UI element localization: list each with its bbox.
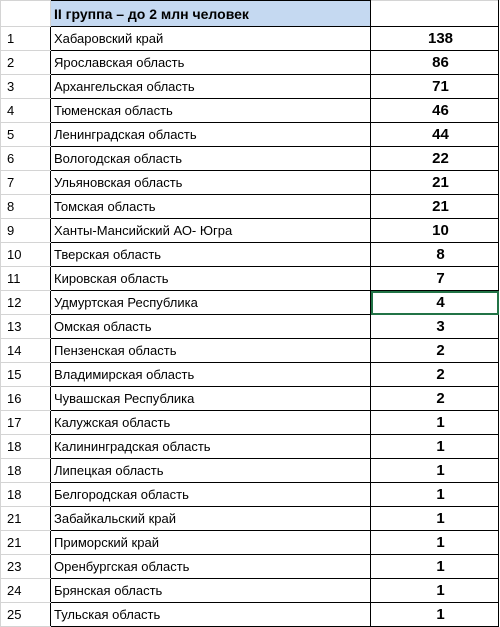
header-row — [1, 1, 499, 27]
table-row — [1, 579, 499, 603]
table-row — [1, 219, 499, 243]
table-row — [1, 507, 499, 531]
rank-cell[interactable]: 18 — [1, 435, 51, 459]
table-row — [1, 411, 499, 435]
count-cell[interactable]: 10 — [371, 219, 499, 243]
table-row — [1, 195, 499, 219]
count-cell[interactable]: 2 — [371, 363, 499, 387]
rank-cell[interactable]: 12 — [1, 291, 51, 315]
count-cell-selected[interactable]: 4 — [371, 291, 499, 315]
count-cell[interactable]: 3 — [371, 315, 499, 339]
table-row — [1, 291, 499, 315]
rank-cell[interactable]: 7 — [1, 171, 51, 195]
rank-cell[interactable]: 2 — [1, 51, 51, 75]
region-cell[interactable]: Белгородская область — [51, 483, 371, 507]
group-title-cell[interactable]: II группа – до 2 млн человек — [51, 1, 371, 27]
region-cell[interactable]: Пензенская область — [51, 339, 371, 363]
rank-cell[interactable]: 16 — [1, 387, 51, 411]
region-cell[interactable]: Тюменская область — [51, 99, 371, 123]
region-cell[interactable]: Тверская область — [51, 243, 371, 267]
region-cell[interactable]: Омская область — [51, 315, 371, 339]
table-row — [1, 387, 499, 411]
count-cell[interactable]: 2 — [371, 387, 499, 411]
count-cell[interactable]: 46 — [371, 99, 499, 123]
table-row — [1, 435, 499, 459]
count-cell[interactable]: 7 — [371, 267, 499, 291]
rank-cell[interactable]: 6 — [1, 147, 51, 171]
count-cell[interactable]: 22 — [371, 147, 499, 171]
table-row — [1, 147, 499, 171]
table-row — [1, 339, 499, 363]
table-row — [1, 363, 499, 387]
region-cell[interactable]: Тульская область — [51, 603, 371, 627]
rank-cell[interactable]: 17 — [1, 411, 51, 435]
count-cell[interactable]: 1 — [371, 411, 499, 435]
region-cell[interactable]: Вологодская область — [51, 147, 371, 171]
count-cell[interactable]: 1 — [371, 483, 499, 507]
region-cell[interactable]: Кировская область — [51, 267, 371, 291]
region-cell[interactable]: Приморский край — [51, 531, 371, 555]
rank-cell[interactable]: 9 — [1, 219, 51, 243]
region-cell[interactable]: Оренбургская область — [51, 555, 371, 579]
rank-cell[interactable]: 15 — [1, 363, 51, 387]
region-cell[interactable]: Чувашская Республика — [51, 387, 371, 411]
rank-cell[interactable]: 18 — [1, 483, 51, 507]
rank-cell[interactable]: 21 — [1, 507, 51, 531]
table-row — [1, 243, 499, 267]
rank-cell[interactable]: 13 — [1, 315, 51, 339]
count-cell[interactable]: 71 — [371, 75, 499, 99]
count-cell[interactable]: 1 — [371, 507, 499, 531]
count-cell[interactable]: 21 — [371, 195, 499, 219]
count-cell[interactable]: 138 — [371, 27, 499, 51]
region-cell[interactable]: Удмуртская Республика — [51, 291, 371, 315]
rank-cell[interactable]: 14 — [1, 339, 51, 363]
rank-cell[interactable]: 11 — [1, 267, 51, 291]
table-row — [1, 555, 499, 579]
table-row — [1, 315, 499, 339]
region-cell[interactable]: Забайкальский край — [51, 507, 371, 531]
region-cell[interactable]: Брянская область — [51, 579, 371, 603]
table-row — [1, 171, 499, 195]
count-cell[interactable]: 1 — [371, 579, 499, 603]
rank-cell[interactable]: 5 — [1, 123, 51, 147]
rank-cell[interactable]: 3 — [1, 75, 51, 99]
region-cell[interactable]: Ленинградская область — [51, 123, 371, 147]
table-row — [1, 531, 499, 555]
count-cell[interactable]: 1 — [371, 531, 499, 555]
region-cell[interactable]: Архангельская область — [51, 75, 371, 99]
rank-cell[interactable]: 1 — [1, 27, 51, 51]
count-cell[interactable]: 1 — [371, 459, 499, 483]
region-cell[interactable]: Томская область — [51, 195, 371, 219]
rank-cell[interactable]: 25 — [1, 603, 51, 627]
table-row — [1, 75, 499, 99]
rank-cell[interactable]: 4 — [1, 99, 51, 123]
region-cell[interactable]: Ульяновская область — [51, 171, 371, 195]
rank-cell[interactable]: 8 — [1, 195, 51, 219]
table-body — [1, 1, 499, 627]
region-cell[interactable]: Ханты-Мансийский АО- Югра — [51, 219, 371, 243]
table-row — [1, 27, 499, 51]
rank-cell[interactable]: 21 — [1, 531, 51, 555]
count-cell[interactable]: 21 — [371, 171, 499, 195]
table-row — [1, 51, 499, 75]
region-cell[interactable]: Ярославская область — [51, 51, 371, 75]
count-cell[interactable]: 44 — [371, 123, 499, 147]
region-cell[interactable]: Владимирская область — [51, 363, 371, 387]
table-row — [1, 603, 499, 627]
count-cell[interactable]: 86 — [371, 51, 499, 75]
count-cell[interactable]: 8 — [371, 243, 499, 267]
table-row — [1, 99, 499, 123]
header-count-blank-cell[interactable] — [371, 1, 499, 27]
region-cell[interactable]: Липецкая область — [51, 459, 371, 483]
count-cell[interactable]: 1 — [371, 435, 499, 459]
count-cell[interactable]: 1 — [371, 603, 499, 627]
table-row — [1, 267, 499, 291]
table-row — [1, 483, 499, 507]
header-blank-cell[interactable] — [1, 1, 51, 27]
rank-cell[interactable]: 18 — [1, 459, 51, 483]
table-row — [1, 123, 499, 147]
rank-cell[interactable]: 10 — [1, 243, 51, 267]
rank-cell[interactable]: 23 — [1, 555, 51, 579]
rank-cell[interactable]: 24 — [1, 579, 51, 603]
count-cell[interactable]: 1 — [371, 555, 499, 579]
table-row — [1, 459, 499, 483]
count-cell[interactable]: 2 — [371, 339, 499, 363]
region-cell[interactable]: Хабаровский край — [51, 27, 371, 51]
region-cell[interactable]: Калужская область — [51, 411, 371, 435]
region-cell[interactable]: Калининградская область — [51, 435, 371, 459]
